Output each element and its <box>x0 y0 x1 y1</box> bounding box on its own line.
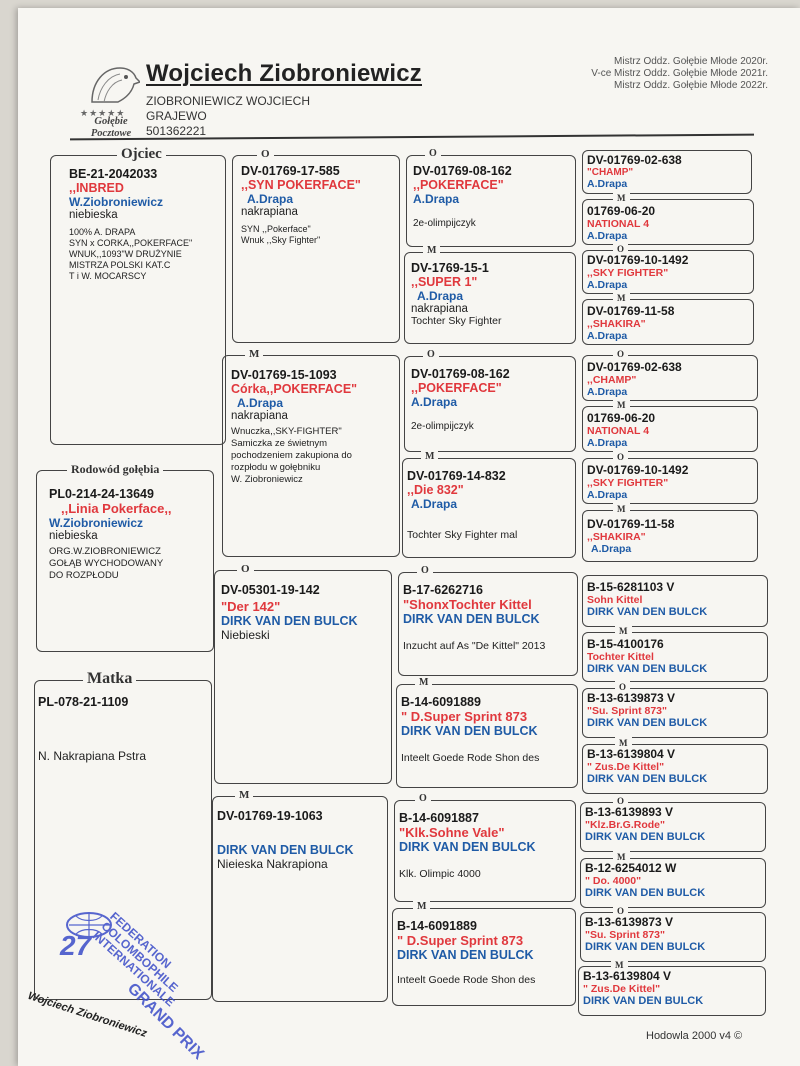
gen3-box <box>402 451 576 558</box>
father-dam-note: pochodzeniem zakupiona do <box>231 450 352 461</box>
father-note: SYN x CORKA,,POKERFACE" <box>69 238 193 248</box>
gen3-name: ,,POKERFACE" <box>411 381 502 395</box>
gen4-ring: B-13-6139873 V <box>587 691 676 705</box>
gen4-tag: M <box>611 959 628 971</box>
mother-color: N. Nakrapiana Pstra <box>38 749 147 763</box>
father-dam-breeder: A.Drapa <box>237 396 284 410</box>
gen4-ring: B-13-6139804 V <box>587 747 676 761</box>
champ-title-3: Mistrz Oddz. Gołębie Młode 2022r. <box>614 80 768 91</box>
owner-name: ZIOBRONIEWICZ WOJCIECH <box>146 94 310 108</box>
signature: Wojciech Ziobroniewicz <box>26 990 149 1040</box>
gen4-breeder: DIRK VAN DEN BULCK <box>583 995 704 1007</box>
gen4-breeder: A.Drapa <box>587 178 628 190</box>
gen3-ring: B-14-6091889 <box>397 919 477 933</box>
footer-software: Hodowla 2000 v4 © <box>646 1030 743 1042</box>
gen3-box <box>392 901 576 1006</box>
gen3-box <box>404 349 576 452</box>
father-note: T i W. MOCARSCY <box>69 271 147 281</box>
gen4-name: " Do. 4000" <box>585 875 642 887</box>
gen3-tag: M <box>415 677 432 689</box>
gen4-ring: DV-01769-10-1492 <box>587 463 689 477</box>
gen4-ring: 01769-06-20 <box>587 411 656 425</box>
father-dam-name: Córka,,POKERFACE" <box>231 382 358 396</box>
father-breeder: W.Ziobroniewicz <box>69 195 164 209</box>
gen4-breeder: DIRK VAN DEN BULCK <box>587 773 708 785</box>
gen4-ring: B-15-6281103 V <box>587 580 675 594</box>
mother-dam-breeder: DIRK VAN DEN BULCK <box>217 843 354 857</box>
gen3-breeder: DIRK VAN DEN BULCK <box>403 612 540 626</box>
father-sire-name: ,,SYN POKERFACE" <box>241 178 361 192</box>
gen4-box <box>582 349 758 401</box>
gen3-ring: DV-01769-08-162 <box>411 367 510 381</box>
gen3-box <box>406 148 576 247</box>
gen3-tag: O <box>415 793 431 805</box>
gen4-name: ,,SKY FIGHTER" <box>587 477 669 489</box>
gen4-box <box>582 738 768 794</box>
gen4-name: ,,SHAKIRA" <box>587 531 646 543</box>
father-ring: BE-21-2042033 <box>69 167 158 181</box>
pigeon-breeder: W.Ziobroniewicz <box>49 516 144 530</box>
pigeon-ring: PL0-214-24-13649 <box>49 487 154 501</box>
gen3-note: 2e-olimpijczyk <box>413 218 476 229</box>
pigeon-note: ORG.W.ZIOBRONIEWICZ <box>49 546 161 557</box>
mother-sire-ring: DV-05301-19-142 <box>221 583 320 597</box>
grand-prix-stamp <box>56 909 246 1064</box>
gen4-box <box>582 400 758 452</box>
mother-dam-ring: DV-01769-19-1063 <box>217 809 323 823</box>
pigeon-note: DO ROZPŁODU <box>49 570 119 581</box>
gen3-tag: M <box>423 245 440 257</box>
gen3-box <box>404 245 576 344</box>
stamp-number: 27 <box>60 930 92 961</box>
gen4-breeder: A.Drapa <box>587 330 628 342</box>
gen4-box <box>580 796 766 852</box>
gen4-tag: O <box>613 243 628 255</box>
gen3-breeder: A.Drapa <box>411 395 458 409</box>
gen4-box <box>578 960 766 1016</box>
gen4-name: " Zus.De Kittel" <box>587 761 665 773</box>
father-sire-color: nakrapiana <box>241 206 298 218</box>
gen3-name: ,,Die 832" <box>407 483 464 497</box>
stamp-grand-prix: GRAND PRIX <box>123 980 208 1064</box>
father-dam-note: Wnuczka,,SKY-FIGHTER" <box>231 426 342 437</box>
gen3-ring: B-14-6091889 <box>401 695 481 709</box>
gen4-breeder: A.Drapa <box>587 489 628 501</box>
gen3-name: "ShonxTochter Kittel <box>403 597 532 612</box>
gen4-name: " Zus.De Kittel" <box>583 983 661 995</box>
gen4-tag: M <box>615 737 632 749</box>
gen3-box <box>394 793 576 902</box>
gen3-box <box>396 677 578 788</box>
gen4-name: Tochter Kittel <box>587 651 654 663</box>
father-dam-note: Samiczka ze świetnym <box>231 438 328 449</box>
pigeon-color: niebieska <box>49 530 98 542</box>
gen3-breeder: DIRK VAN DEN BULCK <box>397 948 534 962</box>
gen3-breeder: A.Drapa <box>411 497 458 511</box>
owner-city: GRAJEWO <box>146 109 207 123</box>
gen4-name: NATIONAL 4 <box>587 425 650 437</box>
gen3-name: "Klk.Sohne Vale" <box>399 825 505 840</box>
gen4-ring: DV-01769-10-1492 <box>587 253 689 267</box>
gen3-note: Inteelt Goede Rode Shon des <box>397 974 536 986</box>
gen3-name: ,,POKERFACE" <box>413 178 504 192</box>
gen4-box <box>582 150 752 194</box>
gen4-box <box>580 852 766 908</box>
stamp-federation: FEDERATION COLOMBOPHILE INTERNATIONALE <box>89 909 181 1010</box>
mother-dam-color: Nieieska Nakrapiona <box>217 857 328 871</box>
gen4-name: "Su. Sprint 873" <box>587 705 667 717</box>
gen3-note: Tochter Sky Fighter <box>411 315 502 327</box>
gen4-name: "CHAMP" <box>587 167 634 178</box>
gen4-breeder: A.Drapa <box>591 543 632 555</box>
father-sire-note: SYN ,,Pokerface" <box>241 224 311 234</box>
father-dam-tag: M <box>245 348 263 360</box>
gen4-tag: O <box>613 348 628 360</box>
gen4-ring: B-13-6139873 V <box>585 915 674 929</box>
gen4-box <box>582 575 768 627</box>
gen4-tag: M <box>613 192 630 204</box>
gen3-name: " D.Super Sprint 873 <box>397 933 524 948</box>
mother-sire-breeder: DIRK VAN DEN BULCK <box>221 614 358 628</box>
gen4-box <box>582 452 758 504</box>
gen4-ring: 01769-06-20 <box>587 204 656 218</box>
gen4-tag: M <box>613 503 630 515</box>
mother-sire-tag: O <box>237 563 254 575</box>
gen4-ring: B-13-6139893 V <box>585 805 674 819</box>
gen3-name: ,,SUPER 1" <box>411 275 478 289</box>
gen3-tag: M <box>421 451 438 463</box>
gen3-ring: DV-01769-08-162 <box>413 164 512 178</box>
mother-sire-name: "Der 142" <box>221 599 281 614</box>
mother-sire-box <box>214 563 392 784</box>
logo-text: Gołębie Pocztowe <box>90 116 132 139</box>
pigeon-note: GOŁĄB WYCHODOWANY <box>49 558 164 569</box>
page-title: Wojciech Ziobroniewicz <box>146 60 422 87</box>
gen3-tag: M <box>413 901 430 913</box>
gen4-breeder: A.Drapa <box>587 437 628 449</box>
gen3-note: Inzucht auf As "De Kittel" 2013 <box>403 640 546 652</box>
gen4-ring: DV-01769-11-58 <box>587 517 675 531</box>
gen3-ring: B-17-6262716 <box>403 583 483 597</box>
gen4-breeder: A.Drapa <box>587 386 628 398</box>
gen4-ring: B-12-6254012 W <box>585 861 677 875</box>
gen4-tag: M <box>613 399 630 411</box>
gen4-tag: M <box>613 851 630 863</box>
gen4-box <box>582 244 754 294</box>
gen4-box <box>582 504 758 562</box>
champ-title-1: Mistrz Oddz. Gołębie Młode 2020r. <box>614 56 768 67</box>
gen3-breeder: A.Drapa <box>413 192 460 206</box>
gen4-box <box>580 906 766 962</box>
gen3-breeder: DIRK VAN DEN BULCK <box>399 840 536 854</box>
father-dam-ring: DV-01769-15-1093 <box>231 368 337 382</box>
gen4-breeder: DIRK VAN DEN BULCK <box>587 606 708 618</box>
father-box <box>50 146 226 445</box>
father-note: 100% A. DRAPA <box>69 227 136 237</box>
mother-tag: Matka <box>83 673 136 685</box>
pigeon-tag: Rodowód gołębia <box>67 463 163 475</box>
gen4-tag: O <box>615 681 630 693</box>
father-sire-breeder: A.Drapa <box>247 192 294 206</box>
gen4-box <box>582 682 768 738</box>
gen3-note: Inteelt Goede Rode Shon des <box>401 752 540 764</box>
gen4-tag: O <box>613 795 628 807</box>
gen4-tag: M <box>615 625 632 637</box>
gen4-breeder: DIRK VAN DEN BULCK <box>585 831 706 843</box>
father-sire-note: Wnuk ,,Sky Fighter" <box>241 235 321 245</box>
gen4-name: ,,SKY FIGHTER" <box>587 267 669 279</box>
father-tag: Ojciec <box>117 148 166 160</box>
gen4-ring: B-15-4100176 <box>587 637 664 651</box>
logo-stars: ★★★★★ <box>80 108 126 118</box>
owner-phone: 501362221 <box>146 124 207 138</box>
gen4-tag: O <box>613 905 628 917</box>
father-note: MISTRZA POLSKI KAT.C <box>69 260 171 270</box>
gen4-tag: M <box>613 292 630 304</box>
gen3-ring: B-14-6091887 <box>399 811 479 825</box>
gen4-name: ,,CHAMP" <box>587 374 637 386</box>
gen4-box <box>582 293 754 345</box>
gen3-breeder: DIRK VAN DEN BULCK <box>401 724 538 738</box>
mother-ring: PL-078-21-1109 <box>38 695 129 709</box>
gen3-note: 2e-olimpijczyk <box>411 421 474 432</box>
gen3-breeder: A.Drapa <box>417 289 464 303</box>
father-sire-box <box>232 148 400 343</box>
champ-title-2: V-ce Mistrz Oddz. Gołębie Młode 2021r. <box>591 68 768 79</box>
gen4-breeder: DIRK VAN DEN BULCK <box>587 663 708 675</box>
gen4-tag: O <box>613 451 628 463</box>
gen3-ring: DV-01769-14-832 <box>407 469 506 483</box>
gen3-box <box>398 565 578 676</box>
gen4-box <box>582 626 768 682</box>
gen4-ring: B-13-6139804 V <box>583 969 672 983</box>
gen4-breeder: DIRK VAN DEN BULCK <box>585 887 706 899</box>
gen4-breeder: DIRK VAN DEN BULCK <box>587 717 708 729</box>
gen4-ring: DV-01769-11-58 <box>587 304 675 318</box>
gen3-note: Klk. Olimpic 4000 <box>399 868 481 880</box>
gen3-color: nakrapiana <box>411 303 468 315</box>
gen4-ring: DV-01769-02-638 <box>587 360 682 374</box>
gen3-note: Tochter Sky Fighter mal <box>407 529 518 541</box>
gen4-box <box>582 193 754 245</box>
gen3-name: " D.Super Sprint 873 <box>401 709 528 724</box>
father-name: ,,INBRED <box>69 181 124 195</box>
gen4-name: ,,SHAKIRA" <box>587 318 646 330</box>
gen4-breeder: A.Drapa <box>587 279 628 291</box>
father-dam-note: W. Ziobroniewicz <box>231 474 303 485</box>
father-sire-tag: O <box>257 148 274 160</box>
father-dam-note: rozpłodu w gołębniku <box>231 462 321 473</box>
gen4-name: "Su. Sprint 873" <box>585 929 665 941</box>
mother-dam-tag: M <box>235 789 253 801</box>
gen3-tag: O <box>423 349 439 361</box>
father-note: WNUK,,1093"W DRUŻYNIE <box>69 249 182 259</box>
gen4-breeder: A.Drapa <box>587 230 628 242</box>
father-dam-color: nakrapiana <box>231 410 288 422</box>
father-color: niebieska <box>69 209 118 221</box>
father-sire-ring: DV-01769-17-585 <box>241 164 340 178</box>
mother-sire-color: Niebieski <box>221 628 270 642</box>
gen4-breeder: DIRK VAN DEN BULCK <box>585 941 706 953</box>
pigeon-head-logo-icon <box>84 62 140 108</box>
gen4-name: NATIONAL 4 <box>587 218 650 230</box>
pigeon-box <box>36 462 214 652</box>
pigeon-name: ,,Linia Pokerface,, <box>61 501 172 516</box>
gen3-tag: O <box>417 565 433 577</box>
gen4-name: Sohn Kittel <box>587 594 643 606</box>
father-dam-box <box>222 348 400 557</box>
gen3-ring: DV-1769-15-1 <box>411 261 489 275</box>
gen3-tag: O <box>425 148 441 160</box>
gen4-name: "Klz.Br.G.Rode" <box>585 819 665 831</box>
gen4-ring: DV-01769-02-638 <box>587 153 682 167</box>
